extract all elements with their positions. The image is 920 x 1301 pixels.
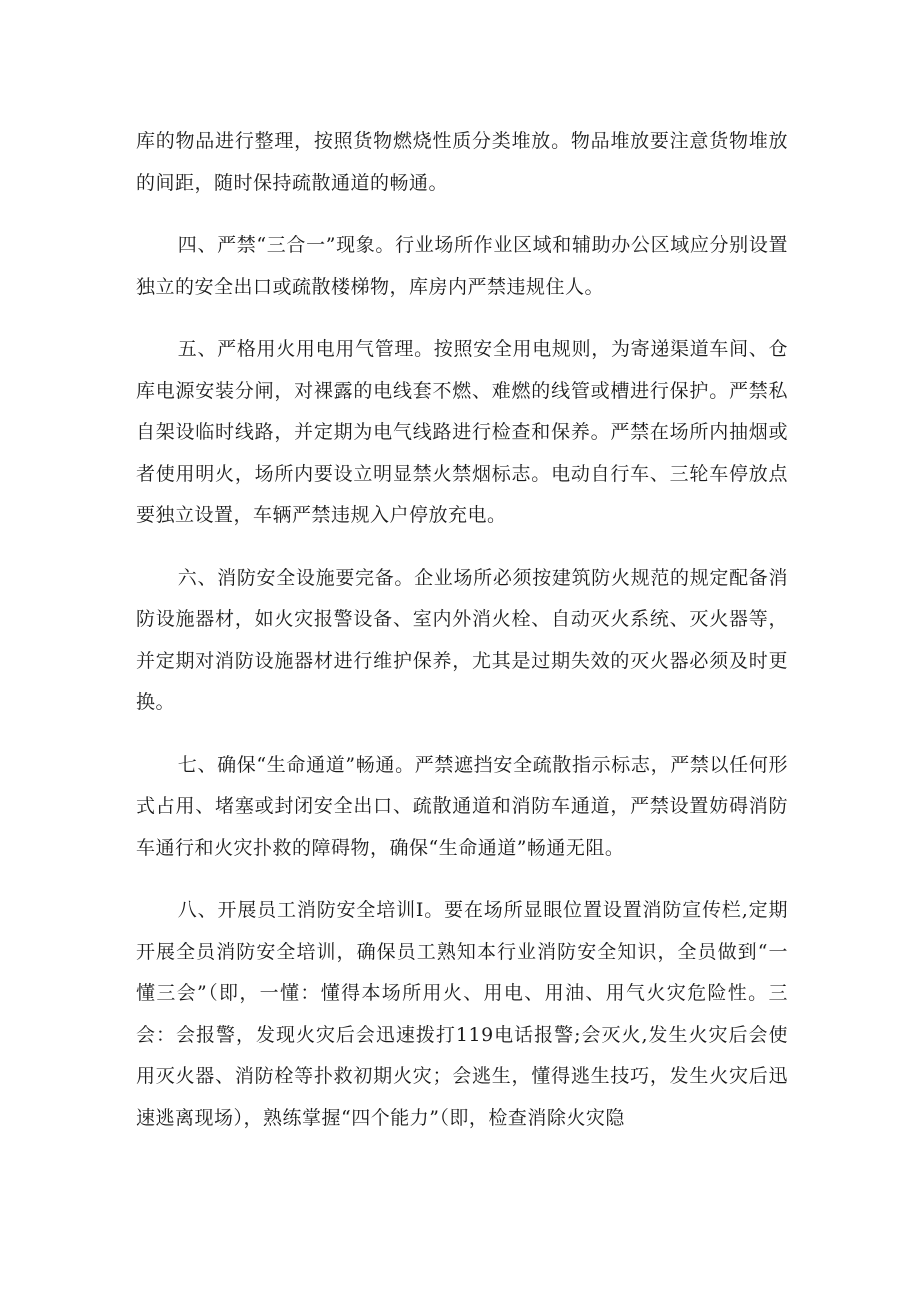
paragraph-item-8: 八、开展员工消防安全培训I。要在场所显眼位置设置消防宣传栏,定期开展全员消防安全培训，确保员工熟知本行业消防安全知识，全员做到“一懂三会”（即，一懂：懂得本场所用火、用电、用油、用气火灾危险性。三会：会报警，发现火灾后会迅速拨打119电话报警;会灭火,发生火灾后会使用灭火器、消防栓等扑救初期火灾；会逃生，懂得逃生技巧，发生火灾后迅速逃离现场），熟练掌握“四个能力”（即，检查消除火灾隐 [136, 899, 788, 1129]
paragraph-continuation: 库的物品进行整理，按照货物燃烧性质分类堆放。物品堆放要注意货物堆放的间距，随时保持疏散通道的畅通。 [136, 130, 788, 194]
paragraph-item-6: 六、消防安全设施要完备。企业场所必须按建筑防火规范的规定配备消防设施器材，如火灾报警设备、室内外消火栓、自动灭火系统、灭火器等，并定期对消防设施器材进行维护保养，尤其是过期失效的灭火器必须及时更换。 [136, 566, 788, 713]
paragraph-item-7: 七、确保“生命通道”畅通。严禁遮挡安全疏散指示标志，严禁以任何形式占用、堵塞或封闭安全出口、疏散通道和消防车通道，严禁设置妨碍消防车通行和火灾扑救的障碍物，确保“生命通道”畅通无阻。 [136, 753, 788, 859]
paragraph-item-5: 五、严格用火用电用气管理。按照安全用电规则，为寄递渠道车间、仓库电源安装分闸，对裸露的电线套不燃、难燃的线管或槽进行保护。严禁私自架设临时线路，并定期为电气线路进行检查和保养。严禁在场所内抽烟或者使用明火，场所内要设立明显禁火禁烟标志。电动自行车、三轮车停放点要独立设置，车辆严禁违规入户停放充电。 [136, 338, 788, 526]
paragraph-item-4: 四、严禁“三合一”现象。行业场所作业区域和辅助办公区域应分别设置独立的安全出口或疏散楼梯物，库房内严禁违规住人。 [136, 234, 788, 298]
body-text [136, 121, 788, 1160]
